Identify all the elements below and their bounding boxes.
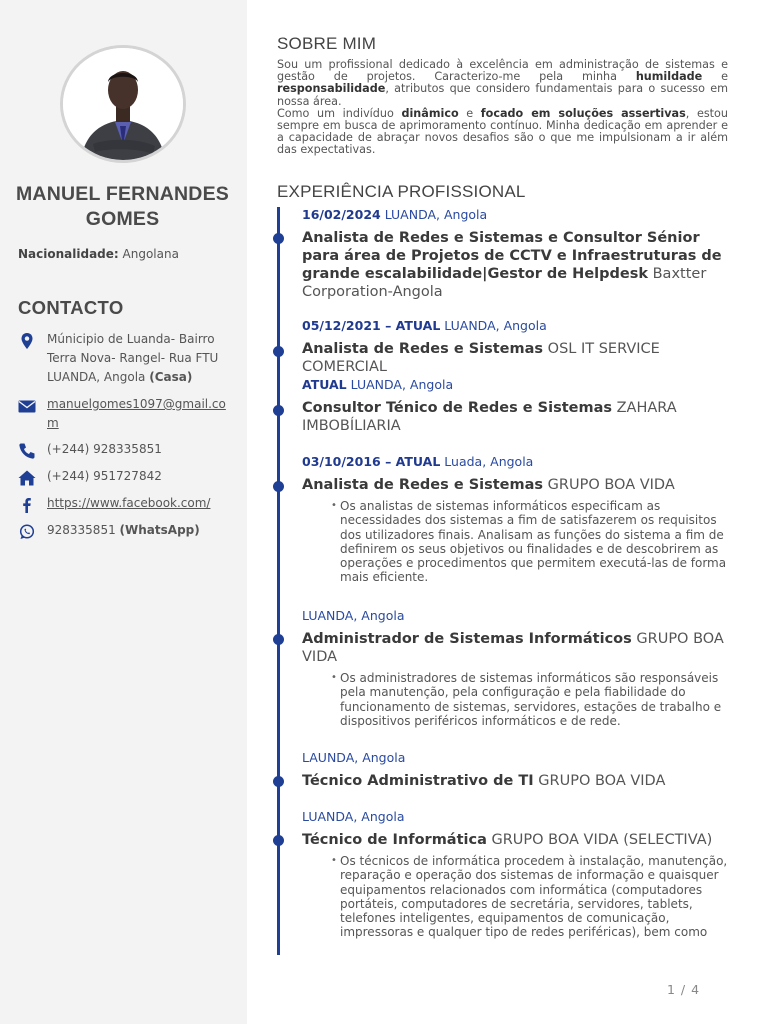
about-paragraph-2: Como um indivíduo dinâmico e focado em soluções assertivas, estou sempre em busca de aprimoramento contínuo. Minha dedicação em aprender e a capacidade de abraçar novos desafios são o que me impulsionam a ir além das expectativas. xyxy=(277,106,728,157)
job-role: Analista de Redes e Sistemas e Consultor Sénior para área de Projetos de CCTV e Infraestruturas de grande escalabilidade|Gestor de Helpdesk xyxy=(302,230,722,282)
timeline-dot xyxy=(273,233,284,244)
phone-icon xyxy=(18,442,36,460)
job-entry xyxy=(302,750,730,790)
job-location: Luada, Angola xyxy=(440,454,534,469)
email-link[interactable]: manuelgomes1097@gmail.com xyxy=(47,397,226,430)
experience-heading: EXPERIÊNCIA PROFISSIONAL xyxy=(277,182,526,201)
phone-2-text: (+244) 951727842 xyxy=(47,469,162,483)
job-entry xyxy=(302,454,730,585)
full-name: MANUEL FERNANDES GOMES xyxy=(15,183,229,230)
job-location: LUANDA, Angola xyxy=(302,809,405,824)
address-text: Múnicipio de Luanda- Bairro Terra Nova- Rangel- Rua FTU LUANDA, Angola xyxy=(47,332,219,384)
job-date: ATUAL xyxy=(302,377,347,392)
job-company: ZAHARA IMBOBÍLIARIA xyxy=(302,400,677,434)
job-entry xyxy=(302,809,730,940)
timeline-dot xyxy=(273,346,284,357)
job-entry xyxy=(302,377,730,435)
nationality xyxy=(18,247,179,261)
job-role: Analista de Redes e Sistemas xyxy=(302,341,544,357)
job-role: Analista de Redes e Sistemas xyxy=(302,477,544,493)
sidebar xyxy=(0,0,247,1024)
job-description: • Os analistas de sistemas informáticos especificam as necessidades dos sistemas a fim de satisfazerem os requisitos dos utilizadores finais. Analisam as funções do sistema a fim de definirem os seus objetivos ou finalidades e de descobrirem as operações e procedimentos que permitem executá-las de forma mais eficiente. xyxy=(340,499,730,585)
job-location: LAUNDA, Angola xyxy=(302,750,406,765)
job-role: Consultor Ténico de Redes e Sistemas xyxy=(302,400,613,416)
about-heading: SOBRE MIM xyxy=(277,34,377,53)
profile-photo xyxy=(60,45,186,163)
job-role: Técnico de Informática xyxy=(302,832,487,848)
timeline-dot xyxy=(273,835,284,846)
about-paragraph-1: Sou um profissional dedicado à excelência em administração de sistemas e gestão de projetos. Caracterizo-me pela minha humildade e responsabilidade, atributos que considero fundamentais para o sucesso em nossa área. xyxy=(277,58,728,108)
nationality-label: Nacionalidade: xyxy=(18,247,119,261)
facebook-icon xyxy=(18,496,36,514)
envelope-icon xyxy=(18,397,36,415)
job-company: GRUPO BOA VIDA xyxy=(302,631,724,665)
whatsapp-icon xyxy=(18,523,36,541)
job-description: • Os técnicos de informática procedem à instalação, manutenção, reparação e operação dos sistemas de informação e quaisquer equipamentos relacionados com informática (computadores portáteis, computadores de secretária, servidores, tablets, telefones inteligentes, equipamentos de comunicação, impressoras e qualquer tipo de redes periféricas), bem como xyxy=(340,854,730,940)
job-company: GRUPO BOA VIDA (SELECTIVA) xyxy=(486,832,713,848)
job-company: Baxtter Corporation-Angola xyxy=(302,266,707,300)
home-icon xyxy=(18,469,36,487)
job-role: Técnico Administrativo de TI xyxy=(302,773,534,789)
timeline-dot xyxy=(273,634,284,645)
whatsapp-suffix: (WhatsApp) xyxy=(119,523,200,537)
job-role: Administrador de Sistemas Informáticos xyxy=(302,631,632,647)
address-suffix: (Casa) xyxy=(149,370,193,384)
page-number: 1 / 4 xyxy=(667,982,701,997)
nationality-value: Angolana xyxy=(122,247,179,261)
job-company: OSL IT SERVICE COMERCIAL xyxy=(302,341,660,375)
job-date: 16/02/2024 xyxy=(302,207,381,222)
job-location: LUANDA, Angola xyxy=(440,318,547,333)
timeline-dot xyxy=(273,405,284,416)
contact-heading: CONTACTO xyxy=(18,297,124,318)
timeline-dot xyxy=(273,776,284,787)
job-entry xyxy=(302,608,730,728)
location-pin-icon xyxy=(18,332,36,350)
job-entry xyxy=(302,207,730,301)
job-company: GRUPO BOA VIDA xyxy=(533,773,666,789)
job-location: LUANDA, Angola xyxy=(380,207,488,222)
about-text xyxy=(277,59,728,157)
job-date: 05/12/2021 – ATUAL xyxy=(302,318,441,333)
job-date: 03/10/2016 – ATUAL xyxy=(302,454,441,469)
job-location: LUANDA, Angola xyxy=(346,377,454,392)
job-location: LUANDA, Angola xyxy=(302,608,405,623)
job-description: • Os administradores de sistemas informáticos são responsáveis pela manutenção, pela configuração e pela fiabilidade do funcionamento de sistemas, servidores, estações de trabalho e dispositivos periféricos informáticos e de rede. xyxy=(340,671,730,728)
phone-1-text: (+244) 928335851 xyxy=(47,442,162,456)
job-entry xyxy=(302,318,730,376)
job-company: GRUPO BOA VIDA xyxy=(543,477,675,493)
facebook-link[interactable]: https://www.facebook.com/ xyxy=(47,496,211,510)
timeline-dot xyxy=(273,481,284,492)
whatsapp-number: 928335851 xyxy=(47,523,116,537)
